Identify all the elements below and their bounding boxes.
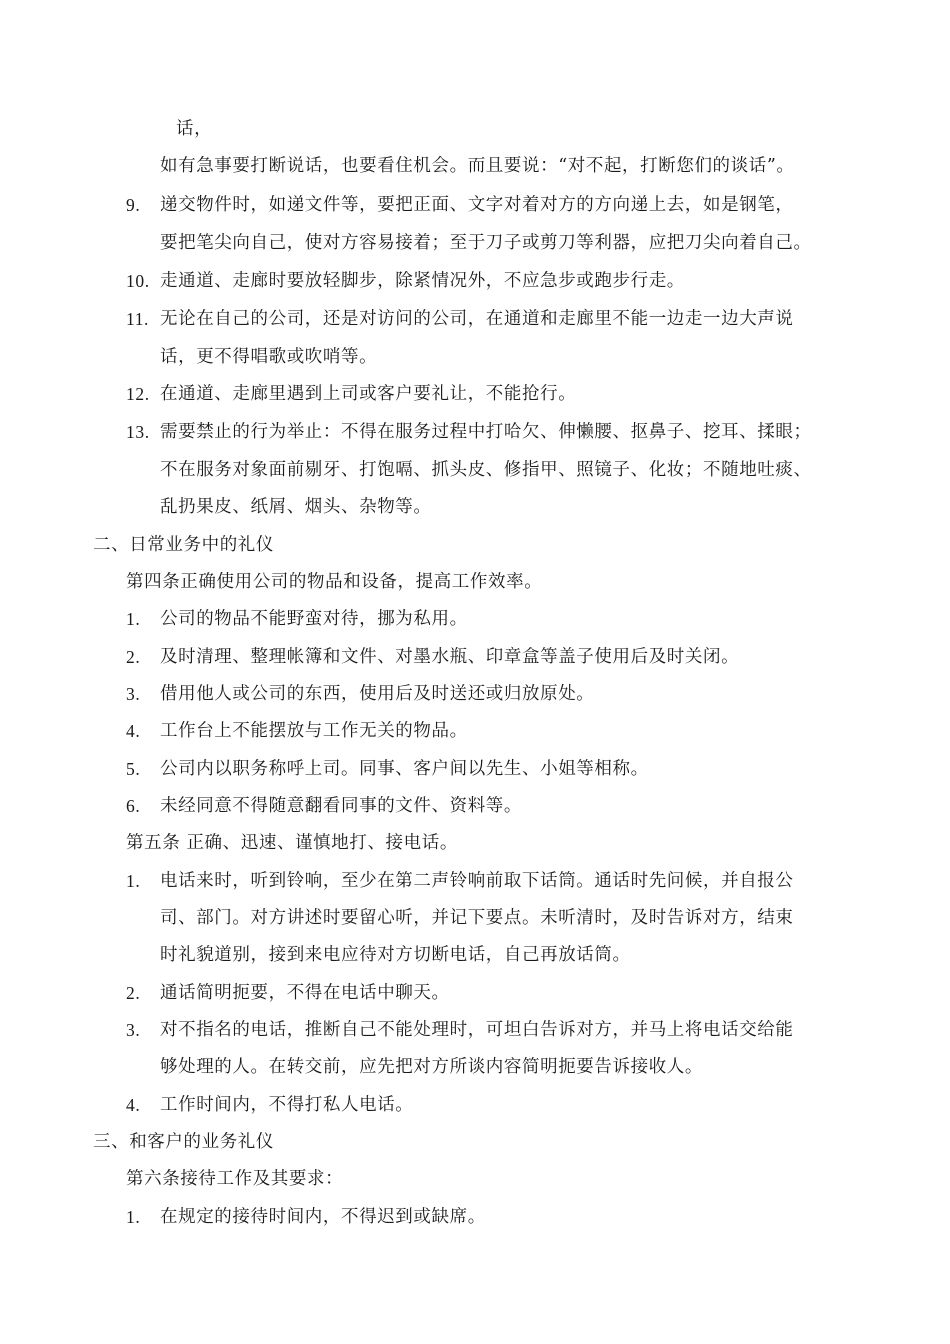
list-item-text: 对不指名的电话，推断自己不能处理时，可坦白告诉对方，并马上将电话交给能 (160, 1020, 794, 1040)
list-item-text: 通话简明扼要，不得在电话中聊天。 (160, 983, 450, 1003)
list-number: 6. (126, 796, 141, 816)
list-number: 10. (126, 271, 150, 291)
list-number: 1. (126, 871, 141, 891)
list-item-text: 电话来时，听到铃响，至少在第二声铃响前取下话筒。通话时先问候，并自报公 (160, 871, 794, 891)
list-item-text: 要把笔尖向自己，使对方容易接着；至于刀子或剪刀等利器，应把刀尖向着自己。 (160, 233, 812, 253)
list-item-text: 乱扔果皮、纸屑、烟头、杂物等。 (160, 497, 432, 517)
list-item-text: 无论在自己的公司，还是对访问的公司，在通道和走廊里不能一边走一边大声说 (160, 309, 794, 329)
list-number: 2. (126, 647, 141, 667)
article-title: 第五条 正确、迅速、谨慎地打、接电话。 (126, 833, 458, 853)
list-item-text: 公司内以职务称呼上司。同事、客户间以先生、小姐等相称。 (160, 759, 649, 779)
list-number: 4. (126, 721, 141, 741)
text-line: 话， (176, 119, 213, 139)
list-number: 5. (126, 759, 141, 779)
list-item-text: 话，更不得唱歌或吹哨等。 (160, 347, 378, 367)
list-item-text: 不在服务对象面前剔牙、打饱嗝、抓头皮、修指甲、照镜子、化妆；不随地吐痰、 (160, 460, 812, 480)
list-number: 12. (126, 384, 150, 404)
section-heading: 三、和客户的业务礼仪 (93, 1132, 274, 1152)
list-item-text: 司、部门。对方讲述时要留心听，并记下要点。未听清时，及时告诉对方，结束 (160, 908, 794, 928)
list-item-text: 在规定的接待时间内，不得迟到或缺席。 (160, 1207, 486, 1227)
list-number: 3. (126, 684, 141, 704)
article-title: 第四条正确使用公司的物品和设备，提高工作效率。 (126, 572, 543, 592)
list-number: 2. (126, 983, 141, 1003)
list-number: 4. (126, 1095, 141, 1115)
text-line: 如有急事要打断说话，也要看住机会。而且要说：“对不起，打断您们的谈话”。 (160, 156, 795, 176)
list-item-text: 公司的物品不能野蛮对待，挪为私用。 (160, 609, 468, 629)
article-title: 第六条接待工作及其要求： (126, 1169, 344, 1189)
list-item-text: 需要禁止的行为举止：不得在服务过程中打哈欠、伸懒腰、抠鼻子、挖耳、揉眼； (160, 422, 812, 442)
list-item-text: 工作台上不能摆放与工作无关的物品。 (160, 721, 468, 741)
list-item-text: 走通道、走廊时要放轻脚步，除紧情况外，不应急步或跑步行走。 (160, 271, 685, 291)
list-item-text: 在通道、走廊里遇到上司或客户要礼让，不能抢行。 (160, 384, 577, 404)
list-number: 13. (126, 422, 150, 442)
list-item-text: 够处理的人。在转交前，应先把对方所谈内容简明扼要告诉接收人。 (160, 1057, 703, 1077)
list-item-text: 递交物件时，如递文件等，要把正面、文字对着对方的方向递上去，如是钢笔， (160, 195, 794, 215)
list-item-text: 未经同意不得随意翻看同事的文件、资料等。 (160, 796, 522, 816)
list-number: 3. (126, 1020, 141, 1040)
section-heading: 二、日常业务中的礼仪 (93, 535, 274, 555)
list-number: 1. (126, 609, 141, 629)
list-item-text: 及时清理、整理帐簿和文件、对墨水瓶、印章盒等盖子使用后及时关闭。 (160, 647, 740, 667)
list-number: 1. (126, 1207, 141, 1227)
list-item-text: 工作时间内，不得打私人电话。 (160, 1095, 414, 1115)
list-item-text: 借用他人或公司的东西，使用后及时送还或归放原处。 (160, 684, 595, 704)
list-item-text: 时礼貌道别，接到来电应待对方切断电话，自己再放话筒。 (160, 945, 631, 965)
list-number: 11. (126, 309, 150, 329)
list-number: 9. (126, 195, 141, 215)
